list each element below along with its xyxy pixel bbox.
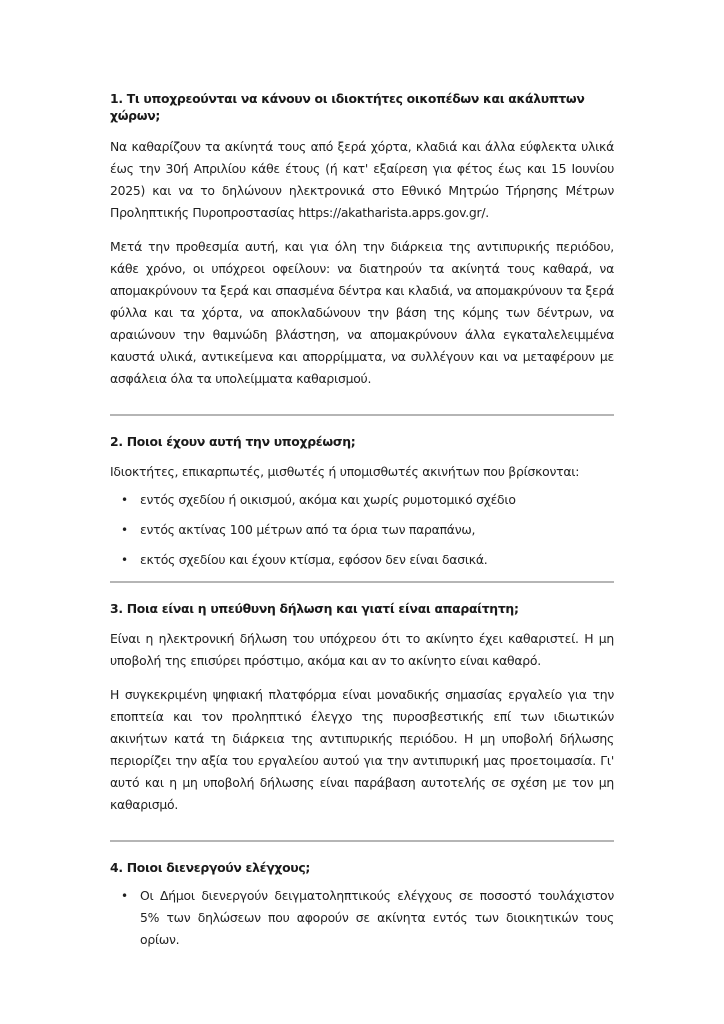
section-2-list (110, 491, 614, 569)
list-item (110, 551, 614, 569)
bullet-icon: • (121, 523, 128, 537)
bullet-icon: • (121, 553, 128, 567)
section-divider-1 (110, 414, 614, 416)
section-4-heading: 4. Ποιοι διενεργούν ελέγχους; (110, 860, 311, 875)
section-3-paragraph-2: Η συγκεκριμένη ψηφιακή πλατφόρμα είναι μοναδικής σημασίας εργαλείο για την εποπτεία και τον προληπτικό έλεγχο της πυροσβεστικής επί των ιδιωτικών ακινήτων κατά τη διάρκεια της αντιπυρικής περιόδου. Η μη υποβολή δήλωσης περιορίζει την αξία του εργαλείου αυτού για την αντιπυρική μας προετοιμασία. Γι' αυτό και η μη υποβολή δήλωσης είναι παράβαση αυτοτελής σε σχέση με τον μη καθαρισμό. (110, 687, 614, 812)
section-2-intro: Ιδιοκτήτες, επικαρπωτές, μισθωτές ή υπομισθωτές ακινήτων που βρίσκονται: (110, 464, 580, 479)
list-item-text: εκτός σχεδίου και έχουν κτίσμα, εφόσον δεν είναι δασικά. (140, 552, 488, 567)
list-item-text: Οι Δήμοι διενεργούν δειγματοληπτικούς ελέγχους σε ποσοστό τουλάχιστον 5% των δηλώσεων που αφορούν σε ακίνητα εντός των διοικητικών τους ορίων. (140, 888, 614, 947)
section-2-heading: 2. Ποιοι έχουν αυτή την υποχρέωση; (110, 434, 356, 449)
section-4-list (110, 885, 614, 951)
list-item (110, 885, 614, 951)
bullet-icon: • (121, 889, 128, 903)
section-3-paragraph-1: Είναι η ηλεκτρονική δήλωση του υπόχρεου ότι το ακίνητο έχει καθαριστεί. Η μη υποβολή της επισύρει πρόστιμο, ακόμα και αν το ακίνητο είναι καθαρό. (110, 631, 614, 668)
section-divider-3 (110, 840, 614, 842)
list-item-text: εντός σχεδίου ή οικισμού, ακόμα και χωρίς ρυμοτομικό σχέδιο (140, 492, 516, 507)
list-item-text: εντός ακτίνας 100 μέτρων από τα όρια των παραπάνω, (140, 522, 476, 537)
section-1-paragraph-1: Να καθαρίζουν τα ακίνητά τους από ξερά χόρτα, κλαδιά και άλλα εύφλεκτα υλικά έως την 30ή Απριλίου κάθε έτους (ή κατ' εξαίρεση για φέτος έως και 15 Ιουνίου 2025) και να το δηλώνουν ηλεκτρονικά στο Εθνικό Μητρώο Τήρησης Μέτρων Προληπτικής Πυροπροστασίας https://akatharista.apps.gov.gr/. (110, 139, 614, 220)
section-divider-2 (110, 581, 614, 583)
section-3-heading: 3. Ποια είναι η υπεύθυνη δήλωση και γιατί είναι απαραίτητη; (110, 601, 519, 616)
list-item (110, 521, 614, 539)
bullet-icon: • (121, 493, 128, 507)
section-1-heading: 1. Τι υποχρεούνται να κάνουν οι ιδιοκτήτες οικοπέδων και ακάλυπτων χώρων; (110, 91, 585, 123)
section-1-paragraph-2: Μετά την προθεσμία αυτή, και για όλη την διάρκεια της αντιπυρικής περιόδου, κάθε χρόνο, οι υπόχρεοι οφείλουν: να διατηρούν τα ακίνητά τους καθαρά, να απομακρύνουν τα ξερά και σπασμένα δέντρα και κλαδιά, να απομακρύνουν τα ξερά φύλλα και τα χόρτα, να αποκλαδώνουν την βάση της κόμης των δέντρων, να αραιώνουν την θαμνώδη βλάστηση, να απομακρύνουν άλλα εγκαταλελειμμένα καυστά υλικά, αντικείμενα και απορρίμματα, να συλλέγουν και να μεταφέρουν με ασφάλεια όλα τα υπολείμματα καθαρισμού. (110, 239, 614, 386)
list-item (110, 491, 614, 509)
document-page (110, 84, 614, 951)
